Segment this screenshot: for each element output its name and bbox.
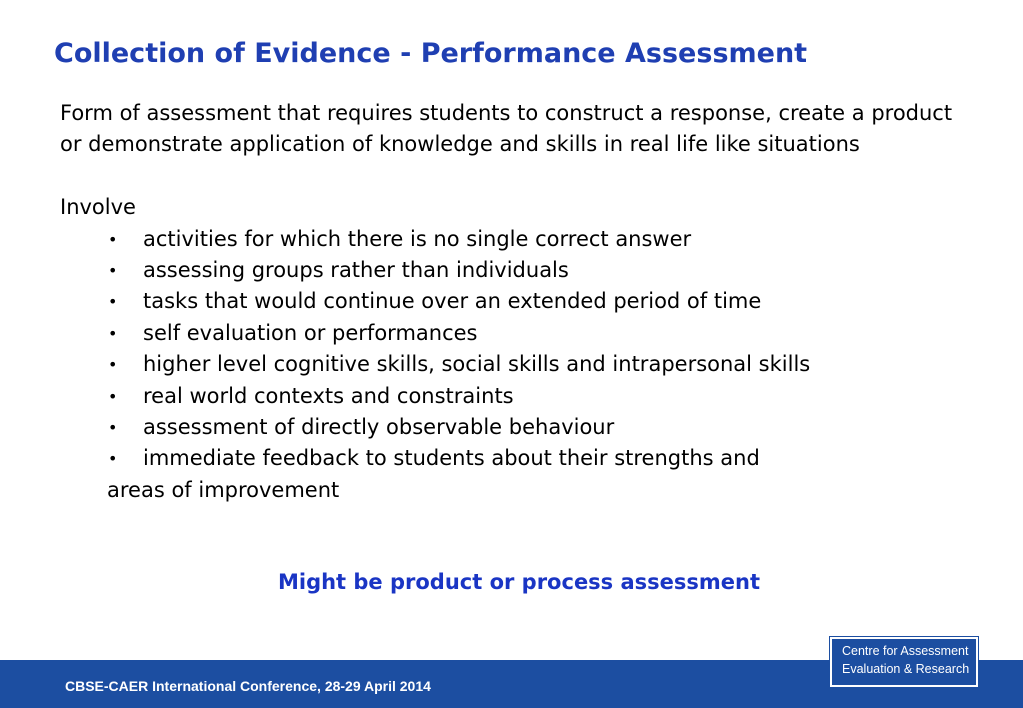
bullet-icon: • <box>108 355 118 375</box>
list-item <box>60 381 1010 412</box>
bullet-text: higher level cognitive skills, social skills and intrapersonal skills <box>143 352 811 377</box>
bullet-icon: • <box>108 323 118 343</box>
bullet-text: assessment of directly observable behaviour <box>143 415 615 440</box>
bullet-text: immediate feedback to students about their strengths and <box>143 446 760 471</box>
bullet-icon: • <box>108 418 118 438</box>
list-item <box>60 349 1010 380</box>
bullet-icon: • <box>108 292 118 312</box>
emphasis-statement: Might be product or process assessment <box>277 570 761 594</box>
bullet-text: activities for which there is no single correct answer <box>143 226 692 251</box>
logo-line-2: Evaluation & Research <box>842 662 970 676</box>
bullet-text: real world contexts and constraints <box>143 383 514 408</box>
bullet-text: assessing groups rather than individuals <box>143 258 569 283</box>
list-item <box>60 224 1010 255</box>
list-item <box>60 412 1010 443</box>
bullet-continuation: areas of improvement <box>107 477 340 502</box>
bullet-list <box>60 224 1010 475</box>
list-item <box>60 318 1010 349</box>
bullet-icon: • <box>108 261 118 281</box>
slide-body <box>60 98 1010 506</box>
logo-line-1: Centre for Assessment <box>842 644 969 658</box>
intro-paragraph: Form of assessment that requires students to construct a response, create a product or demonstrate application of knowledge and skills in real life like situations <box>60 101 953 157</box>
bullet-text: tasks that would continue over an extended period of time <box>143 289 762 314</box>
bullet-icon: • <box>108 386 118 406</box>
list-item <box>60 286 1010 317</box>
bullet-icon: • <box>108 449 118 469</box>
bullet-icon: • <box>108 229 118 249</box>
bullet-text: self evaluation or performances <box>143 320 478 345</box>
caer-logo <box>830 637 978 687</box>
list-item <box>60 443 1010 474</box>
footer-text: CBSE-CAER International Conference, 28-29 April 2014 <box>65 678 431 694</box>
list-item <box>60 255 1010 286</box>
involve-label: Involve <box>60 195 136 220</box>
slide-title: Collection of Evidence - Performance Assessment <box>54 38 808 69</box>
